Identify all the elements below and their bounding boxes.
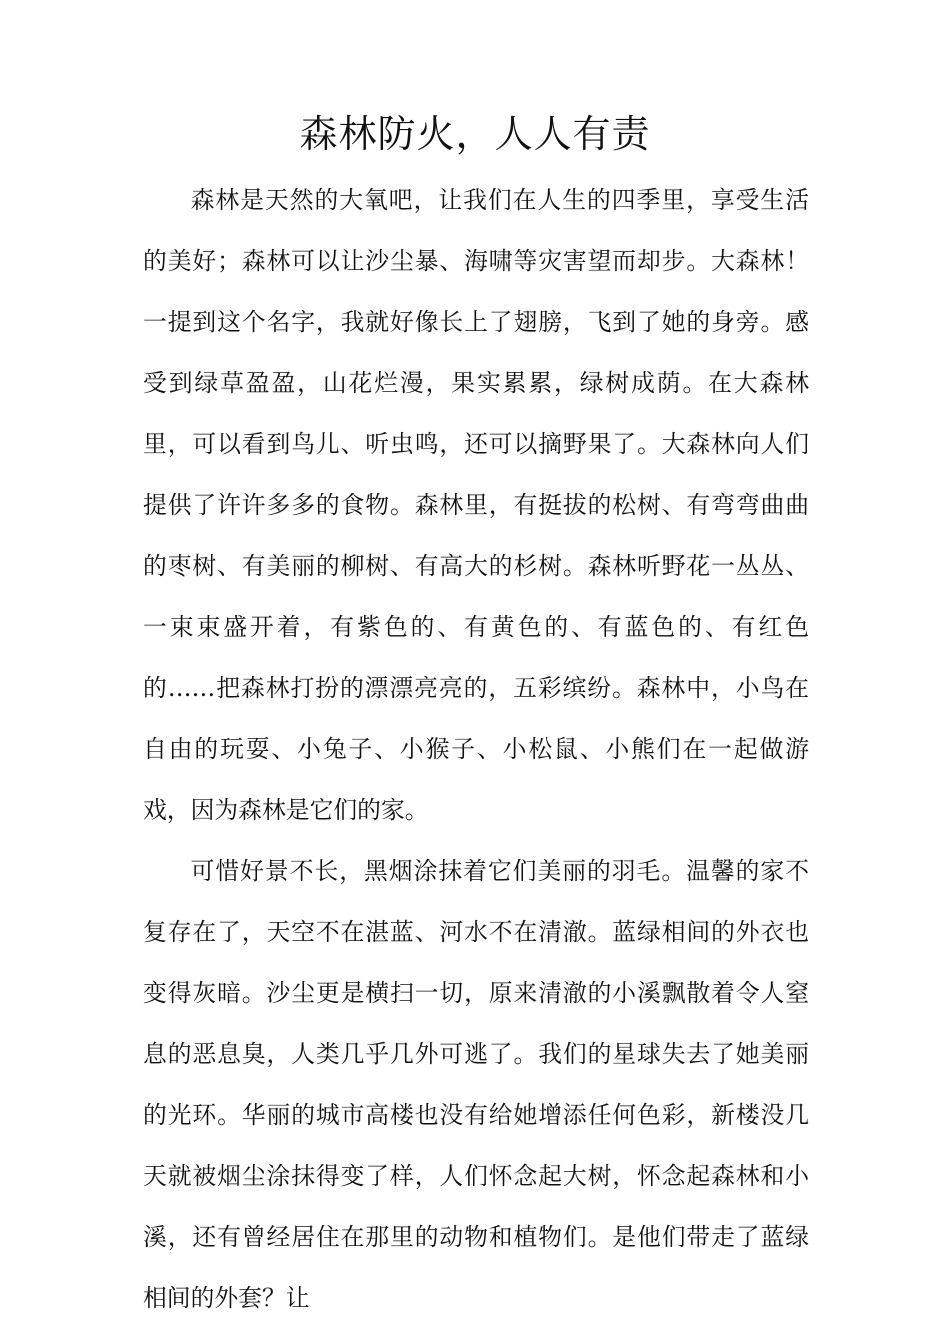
document-body (143, 170, 809, 1329)
document-title: 森林防火，人人有责 (299, 112, 651, 156)
paragraph-2: 可惜好景不长，黑烟涂抹着它们美丽的羽毛。温馨的家不复存在了，天空不在湛蓝、河水不在清澈。蓝绿相间的外衣也变得灰暗。沙尘更是横扫一切，原来清澈的小溪飘散着令人窒息的恶息臭，人类几乎几外可逃了。我们的星球失去了她美丽的光环。华丽的城市高楼也没有给她增添任何色彩，新楼没几天就被烟尘涂抹得变了样，人们怀念起大树，怀念起森林和小溪，还有曾经居住在那里的动物和植物们。是他们带走了蓝绿相间的外套？让 (143, 857, 809, 1312)
paragraph-1: 森林是天然的大氧吧，让我们在人生的四季里，享受生活的美好；森林可以让沙尘暴、海啸等灾害望而却步。大森林！一提到这个名字，我就好像长上了翅膀，飞到了她的身旁。感受到绿草盈盈，山花烂漫，果实累累，绿树成荫。在大森林里，可以看到鸟儿、听虫鸣，还可以摘野果了。大森林向人们提供了许许多多的食物。森林里，有挺拔的松树、有弯弯曲曲的枣树、有美丽的柳树、有高大的杉树。森林听野花一丛丛、一束束盛开着，有紫色的、有黄色的、有蓝色的、有红色的……把森林打扮的漂漂亮亮的，五彩缤纷。森林中，小鸟在自由的玩耍、小兔子、小猴子、小松鼠、小熊们在一起做游戏，因为森林是它们的家。 (143, 186, 809, 824)
